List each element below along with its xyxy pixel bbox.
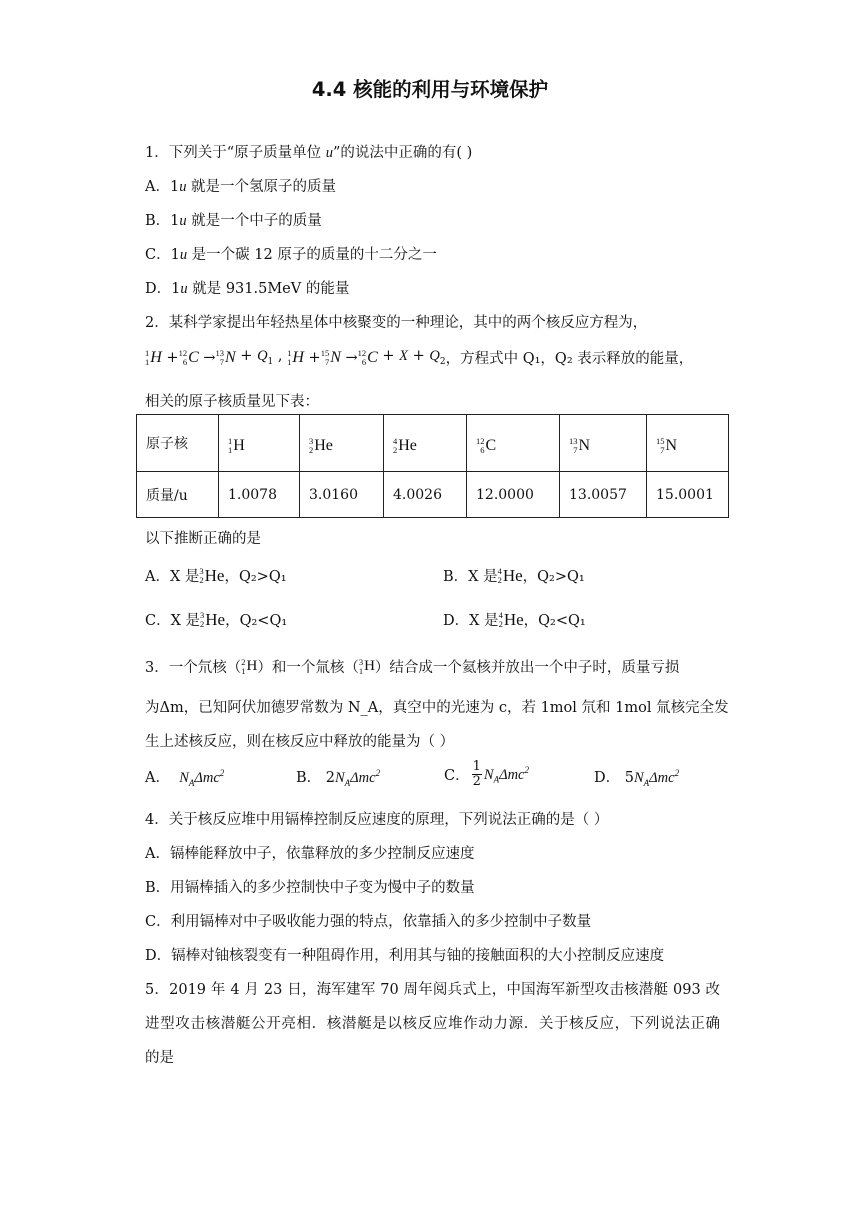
q3-option-a: A． $N_A\Delta mc^2$ [145,768,225,788]
q2-option-d: D．X 是 4 2 He ，Q₂<Q₁ [443,609,586,629]
question-3-line-3: 生上述核反应，则在核反应中释放的能量为（ ） [145,734,455,750]
q4-option-d: D．镉棒对铀核裂变有一种阻碍作用，利用其与铀的接触面积的大小控制反应速度 [145,948,665,964]
q3-option-c: C． $\frac{1}{2}$ $N_A\Delta mc^2$ [444,759,529,789]
nuclide-n13: 13 7 N [560,415,647,472]
question-3-line-2: 为Δm，已知阿伏加德罗常数为 N_A，真空中的光速为 c，若 1mol 氘和 1mol 氚核完全发 [145,700,729,716]
q2-option-c: C．X 是 3 2 He ，Q₂<Q₁ [145,609,288,629]
question-2-stem: 2．某科学家提出年轻热星体中核聚变的一种理论，其中的两个核反应方程为， [145,315,648,331]
question-5-line-3: 的是 [145,1050,174,1066]
question-5-line-1: 5．2019 年 4 月 23 日，海军建军 70 周年阅兵式上，中国海军新型攻击核潜艇 093 改 [145,982,720,998]
equation-tail: ，方程式中 Q₁，Q₂ 表示释放的能量， [445,351,694,367]
mass-cell: 13.0057 [560,472,647,518]
nuclide-mass-table [136,414,729,518]
q1-option-a: A．1u 就是一个氢原子的质量 [145,179,337,195]
mass-cell: 3.0160 [300,472,384,518]
table-row-label: 质量/u [137,472,219,518]
question-1-stem: 1．下列关于“原子质量单位 u”的说法中正确的有( ) [145,145,473,161]
q1-option-d: D．1u 就是 931.5MeV 的能量 [145,281,350,297]
nuclide-n15: 15 7 N [647,415,729,472]
mass-cell: 4.0026 [384,472,467,518]
question-3-line-1: 3．一个氘核（ 2 1 H ）和一个氚核（ 3 1 H ）结合成一个氦核并放出一个中子时，质量亏损 [145,656,680,676]
q1-option-c: C．1u 是一个碳 12 原子的质量的十二分之一 [145,247,437,263]
q2-option-a: A．X 是 3 2 He ，Q₂>Q₁ [145,565,287,585]
q4-option-c: C．利用镉棒对中子吸收能力强的特点，依靠插入的多少控制中子数量 [145,914,592,930]
q4-option-b: B．用镉棒插入的多少控制快中子变为慢中子的数量 [145,880,475,896]
reaction-equations: 1 1 H + 12 6 C → 13 7 N + $Q_1$ , 1 1 H + 15 7 N → 12 6 C + $X + Q_2$ ，方程式中 Q₁，Q₂ 表示释放的能量， [145,347,694,367]
q4-option-a: A．镉棒能释放中子，依靠释放的多少控制反应速度 [145,846,475,862]
page-title: 4.4 核能的利用与环境保护 [311,78,549,101]
question-2-stem-2: 相关的原子核质量见下表： [145,394,319,410]
q2-option-b: B．X 是 4 2 He ，Q₂>Q₁ [443,565,585,585]
question-5-line-2: 进型攻击核潜艇公开亮相．核潜艇是以核反应堆作动力源．关于核反应，下列说法正确 [145,1016,720,1032]
mass-cell: 12.0000 [467,472,560,518]
table-header-label: 原子核 [137,415,219,472]
nuclide-c12: 12 6 C [467,415,560,472]
mass-cell: 15.0001 [647,472,729,518]
mass-cell: 1.0078 [219,472,300,518]
question-4-stem: 4．关于核反应堆中用镉棒控制反应速度的原理，下列说法正确的是（ ） [145,812,609,828]
nuclide-he4: 4 2 He [384,415,467,472]
q3-option-d: D． $5N_A\Delta mc^2$ [594,768,680,788]
question-2-after: 以下推断正确的是 [145,531,261,547]
nuclide-he3: 3 2 He [300,415,384,472]
q1-option-b: B．1u 就是一个中子的质量 [145,213,322,229]
nuclide-h1: 1 1 H [219,415,300,472]
q3-option-b: B． $2N_A\Delta mc^2$ [296,768,381,788]
